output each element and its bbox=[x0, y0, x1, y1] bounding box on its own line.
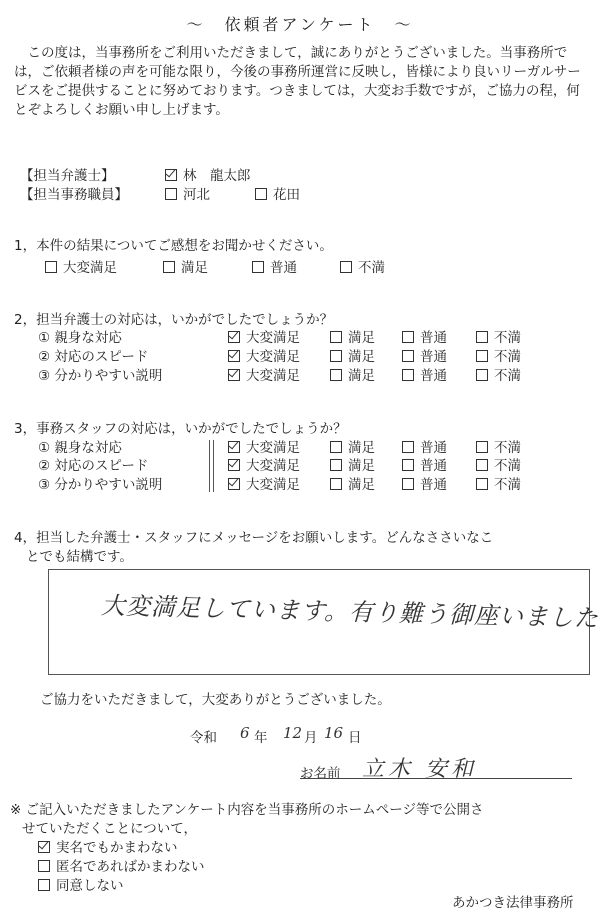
q1-option-label: 満足 bbox=[181, 260, 208, 276]
q2-r1-option[interactable] bbox=[402, 326, 447, 346]
q3-r1-checkbox-2[interactable] bbox=[330, 441, 342, 453]
q2-r2-checkbox-2[interactable] bbox=[330, 350, 342, 362]
q1-option[interactable] bbox=[252, 256, 297, 276]
date-year[interactable]: 6 bbox=[240, 724, 250, 742]
option-label: 不満 bbox=[494, 458, 521, 474]
publish-option-label: 匿名であればかまわない bbox=[56, 859, 205, 875]
clerk-2-checkbox[interactable] bbox=[255, 188, 267, 200]
q1-option-label: 普通 bbox=[270, 260, 297, 276]
option-label: 大変満足 bbox=[246, 440, 300, 456]
lawyer-checkbox[interactable] bbox=[165, 169, 177, 181]
q3-r2-option[interactable] bbox=[402, 454, 447, 474]
q2-r3-option[interactable] bbox=[330, 364, 375, 384]
q2-r3-checkbox-4[interactable] bbox=[476, 369, 488, 381]
q3-r1-checkbox-3[interactable] bbox=[402, 441, 414, 453]
q2-r3-option[interactable] bbox=[402, 364, 447, 384]
q3-r1-option[interactable] bbox=[228, 436, 300, 456]
option-label: 満足 bbox=[348, 440, 375, 456]
q3-r2-checkbox-2[interactable] bbox=[330, 459, 342, 471]
note-line2: せていただくことについて， bbox=[22, 821, 197, 837]
q3-item-1: ① 親身な対応 bbox=[38, 440, 122, 456]
lawyer-name: 林 龍太郎 bbox=[183, 168, 251, 184]
publish-option-2[interactable] bbox=[38, 855, 205, 875]
q3-r3-checkbox-4[interactable] bbox=[476, 478, 488, 490]
q1-option-label: 大変満足 bbox=[63, 260, 117, 276]
q3-r3-checkbox-1[interactable] bbox=[228, 478, 240, 490]
q2-item-3: ③ 分かりやすい説明 bbox=[38, 368, 163, 384]
message-text: 大変満足しています。有り難う御座いました bbox=[100, 591, 600, 633]
q1-text: 1，本件の結果についてご感想をお聞かせください。 bbox=[14, 238, 333, 254]
option-label: 普通 bbox=[420, 440, 447, 456]
q3-r2-checkbox-1[interactable] bbox=[228, 459, 240, 471]
handwritten-stroke bbox=[209, 440, 214, 492]
option-label: 大変満足 bbox=[246, 349, 300, 365]
option-label: 大変満足 bbox=[246, 368, 300, 384]
q4-text-line2: とでも結構です。 bbox=[26, 549, 133, 565]
firm-name: あかつき法律事務所 bbox=[452, 895, 574, 911]
date-month[interactable]: 12 bbox=[283, 724, 303, 742]
option-label: 不満 bbox=[494, 477, 521, 493]
q1-option[interactable] bbox=[163, 256, 208, 276]
name-value[interactable]: 立木 安和 bbox=[362, 757, 477, 782]
option-label: 大変満足 bbox=[246, 477, 300, 493]
q3-r3-checkbox-2[interactable] bbox=[330, 478, 342, 490]
q1-option[interactable] bbox=[340, 256, 385, 276]
q3-r3-option[interactable] bbox=[402, 473, 447, 493]
clerk-label: 【担当事務職員】 bbox=[20, 187, 128, 203]
q2-r3-option[interactable] bbox=[476, 364, 521, 384]
option-label: 普通 bbox=[420, 330, 447, 346]
message-box[interactable] bbox=[48, 569, 600, 675]
q3-r1-option[interactable] bbox=[402, 436, 447, 456]
q2-r1-checkbox-4[interactable] bbox=[476, 331, 488, 343]
option-label: 不満 bbox=[494, 440, 521, 456]
publish-checkbox-2[interactable] bbox=[38, 860, 50, 872]
intro-paragraph: この度は，当事務所をご利用いただきまして，誠にありがとうございました。当事務所では，ご依頼者様の声を可能な限り，今後の事務所運営に反映し，皆様により良いリーガルサービスをご提供することに努めております。つきましては，大変お手数ですが，ご協力の程，何とぞよろしくお願い申し上げます。 bbox=[14, 45, 581, 118]
q3-r3-option[interactable] bbox=[476, 473, 521, 493]
option-label: 不満 bbox=[494, 349, 521, 365]
date-year-label: 年 bbox=[254, 730, 268, 746]
q2-r2-option[interactable] bbox=[228, 345, 300, 365]
q2-r3-checkbox-2[interactable] bbox=[330, 369, 342, 381]
clerk-1-checkbox[interactable] bbox=[165, 188, 177, 200]
name-underline bbox=[300, 778, 572, 779]
lawyer-option[interactable] bbox=[165, 164, 251, 184]
q3-r1-checkbox-4[interactable] bbox=[476, 441, 488, 453]
lawyer-label: 【担当弁護士】 bbox=[20, 168, 115, 184]
q3-r1-option[interactable] bbox=[330, 436, 375, 456]
clerk-option-2[interactable] bbox=[255, 183, 300, 203]
q3-r1-option[interactable] bbox=[476, 436, 521, 456]
q3-item-3: ③ 分かりやすい説明 bbox=[38, 477, 163, 493]
q2-r2-checkbox-3[interactable] bbox=[402, 350, 414, 362]
q2-r1-checkbox-3[interactable] bbox=[402, 331, 414, 343]
q1-option-label: 不満 bbox=[358, 260, 385, 276]
option-label: 大変満足 bbox=[246, 458, 300, 474]
publish-option-1[interactable] bbox=[38, 836, 178, 856]
clerk-option-1[interactable] bbox=[165, 183, 210, 203]
q2-r2-checkbox-1[interactable] bbox=[228, 350, 240, 362]
q3-r2-option[interactable] bbox=[476, 454, 521, 474]
thanks-text: ご協力をいただきまして，大変ありがとうございました。 bbox=[40, 692, 391, 708]
date-day-label: 日 bbox=[348, 730, 362, 746]
q2-r2-option[interactable] bbox=[402, 345, 447, 365]
q2-item-2: ② 対応のスピード bbox=[38, 349, 149, 365]
date-era: 令和 bbox=[190, 730, 217, 746]
q3-item-2: ② 対応のスピード bbox=[38, 458, 149, 474]
q2-item-1: ① 親身な対応 bbox=[38, 330, 122, 346]
q3-r2-option[interactable] bbox=[330, 454, 375, 474]
option-label: 満足 bbox=[348, 368, 375, 384]
q2-r1-option[interactable] bbox=[330, 326, 375, 346]
q1-checkbox-4[interactable] bbox=[340, 261, 352, 273]
q2-text: 2，担当弁護士の対応は，いかがでしたでしょうか？ bbox=[14, 312, 334, 328]
publish-checkbox-3[interactable] bbox=[38, 879, 50, 891]
q3-r3-checkbox-3[interactable] bbox=[402, 478, 414, 490]
q2-r3-checkbox-3[interactable] bbox=[402, 369, 414, 381]
q2-r1-option[interactable] bbox=[476, 326, 521, 346]
name-label: お名前 bbox=[300, 766, 341, 782]
option-label: 普通 bbox=[420, 477, 447, 493]
q1-checkbox-2[interactable] bbox=[163, 261, 175, 273]
option-label: 普通 bbox=[420, 368, 447, 384]
q2-r1-checkbox-1[interactable] bbox=[228, 331, 240, 343]
clerk-2-name: 花田 bbox=[273, 187, 300, 203]
q1-checkbox-1[interactable] bbox=[45, 261, 57, 273]
q1-checkbox-3[interactable] bbox=[252, 261, 264, 273]
q3-r3-option[interactable] bbox=[228, 473, 300, 493]
q3-text: 3，事務スタッフの対応は，いかがでしたでしょうか？ bbox=[14, 421, 347, 437]
publish-checkbox-1[interactable] bbox=[38, 841, 50, 853]
option-label: 満足 bbox=[348, 458, 375, 474]
q2-r2-checkbox-4[interactable] bbox=[476, 350, 488, 362]
q4-text-line1: 4，担当した弁護士・スタッフにメッセージをお願いします。どんなささいなこ bbox=[14, 530, 494, 546]
option-label: 不満 bbox=[494, 368, 521, 384]
option-label: 普通 bbox=[420, 349, 447, 365]
q2-r2-option[interactable] bbox=[330, 345, 375, 365]
q3-r2-checkbox-4[interactable] bbox=[476, 459, 488, 471]
option-label: 満足 bbox=[348, 330, 375, 346]
q2-r1-checkbox-2[interactable] bbox=[330, 331, 342, 343]
option-label: 普通 bbox=[420, 458, 447, 474]
note-line1: ※ ご記入いただきましたアンケート内容を当事務所のホームページ等で公開さ bbox=[10, 802, 484, 818]
q3-r1-checkbox-1[interactable] bbox=[228, 441, 240, 453]
q3-r3-option[interactable] bbox=[330, 473, 375, 493]
date-day[interactable]: 16 bbox=[324, 724, 344, 742]
q2-r3-checkbox-1[interactable] bbox=[228, 369, 240, 381]
option-label: 不満 bbox=[494, 330, 521, 346]
publish-option-3[interactable] bbox=[38, 874, 124, 894]
publish-option-label: 実名でもかまわない bbox=[56, 840, 178, 856]
q2-r1-option[interactable] bbox=[228, 326, 300, 346]
q3-r2-option[interactable] bbox=[228, 454, 300, 474]
q1-option[interactable] bbox=[45, 256, 117, 276]
publish-option-label: 同意しない bbox=[56, 878, 124, 894]
option-label: 満足 bbox=[348, 477, 375, 493]
date-month-label: 月 bbox=[304, 730, 318, 746]
q3-r2-checkbox-3[interactable] bbox=[402, 459, 414, 471]
q2-r3-option[interactable] bbox=[228, 364, 300, 384]
q2-r2-option[interactable] bbox=[476, 345, 521, 365]
clerk-1-name: 河北 bbox=[183, 187, 210, 203]
survey-title: ～ 依頼者アンケート ～ bbox=[186, 15, 414, 34]
option-label: 大変満足 bbox=[246, 330, 300, 346]
option-label: 満足 bbox=[348, 349, 375, 365]
